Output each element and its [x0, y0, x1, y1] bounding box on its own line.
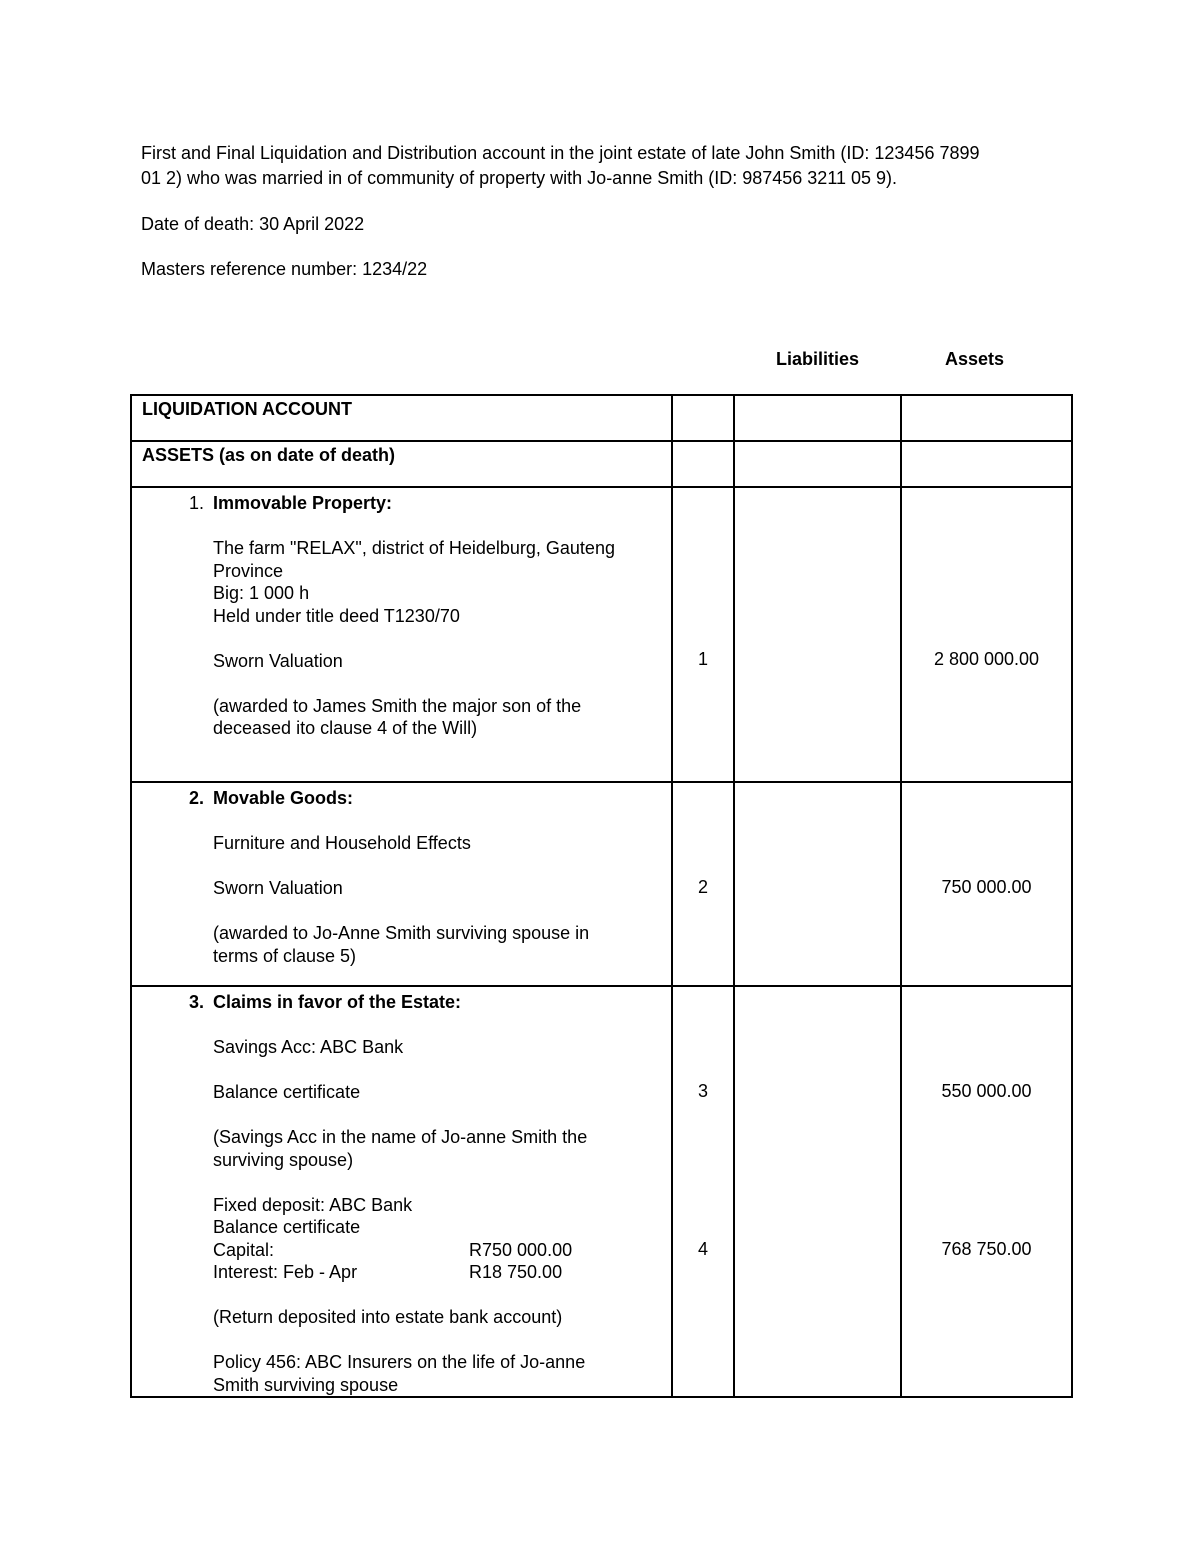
section-number: 2.: [188, 788, 204, 808]
valuation-label: Sworn Valuation: [213, 650, 343, 671]
table-row-movable-goods: [131, 782, 1072, 986]
intro-line-2: 01 2) who was married in of community of property with Jo-anne Smith (ID: 987456 3211 05 9).: [141, 168, 898, 188]
capital-line: [213, 1239, 661, 1262]
fixed-deposit: Fixed deposit: ABC Bank: [213, 1194, 413, 1215]
liabilities-column-header: Liabilities: [776, 349, 860, 369]
intro-paragraph: [141, 141, 1071, 191]
return-note: (Return deposited into estate bank account): [213, 1307, 563, 1327]
table-row-claims: [131, 986, 1072, 1397]
table-row-title: [131, 395, 1072, 441]
capital-label: Capital:: [213, 1239, 275, 1260]
award-note-line-1: (awarded to Jo-Anne Smith surviving spouse in: [213, 923, 590, 943]
table-title: LIQUIDATION ACCOUNT: [142, 399, 352, 419]
savings-account: Savings Acc: ABC Bank: [213, 1037, 404, 1057]
section-number: 3.: [188, 992, 204, 1012]
asset-amount: 768 750.00: [941, 1239, 1032, 1259]
property-title-deed: Held under title deed T1230/70: [213, 605, 460, 626]
capital-value: R750 000.00: [469, 1239, 573, 1260]
intro-line-1: First and Final Liquidation and Distribution account in the joint estate of late John Smith (ID: 123456 7899: [141, 143, 980, 163]
asset-amount: 2 800 000.00: [933, 649, 1040, 669]
asset-amount: 550 000.00: [941, 1081, 1032, 1101]
table-row-immovable-property: [131, 487, 1072, 782]
table-row-subtitle: [131, 441, 1072, 487]
award-note-line-2: terms of clause 5): [213, 945, 357, 966]
interest-label: Interest: Feb - Apr: [213, 1262, 358, 1282]
table-subtitle: ASSETS (as on date of death): [142, 445, 396, 465]
savings-note-line-1: (Savings Acc in the name of Jo-anne Smith the: [213, 1127, 588, 1147]
section-number: 1.: [188, 493, 204, 513]
liquidation-account-table: [130, 394, 1073, 1398]
valuation-label: Sworn Valuation: [213, 878, 343, 898]
award-note-line-1: (awarded to James Smith the major son of the: [213, 695, 582, 716]
property-description: The farm "RELAX", district of Heidelburg, Gauteng: [213, 538, 615, 558]
section-heading: Claims in favor of the Estate:: [213, 992, 462, 1012]
policy-line-2: Smith surviving spouse: [213, 1374, 399, 1395]
award-note-line-2: deceased ito clause 4 of the Will): [213, 718, 478, 738]
reference-number: 1: [697, 649, 708, 669]
policy-line-1: Policy 456: ABC Insurers on the life of Jo-anne: [213, 1352, 586, 1372]
reference-number: 3: [697, 1081, 708, 1101]
date-of-death: Date of death: 30 April 2022: [141, 214, 365, 234]
property-size: Big: 1 000 h: [213, 583, 310, 603]
reference-number: 2: [697, 877, 708, 897]
reference-number: 4: [697, 1239, 708, 1259]
savings-note-line-2: surviving spouse): [213, 1149, 354, 1170]
assets-column-header: Assets: [945, 349, 1005, 369]
balance-certificate: Balance certificate: [213, 1082, 361, 1102]
section-heading: Immovable Property:: [213, 493, 393, 513]
property-province: Province: [213, 560, 284, 581]
section-heading: Movable Goods:: [213, 788, 354, 808]
goods-description: Furniture and Household Effects: [213, 833, 471, 853]
interest-value: R18 750.00: [469, 1262, 563, 1282]
fixed-balance-certificate: Balance certificate: [213, 1217, 361, 1237]
masters-reference: Masters reference number: 1234/22: [141, 259, 428, 279]
asset-amount: 750 000.00: [941, 877, 1032, 897]
interest-line: [213, 1261, 661, 1284]
